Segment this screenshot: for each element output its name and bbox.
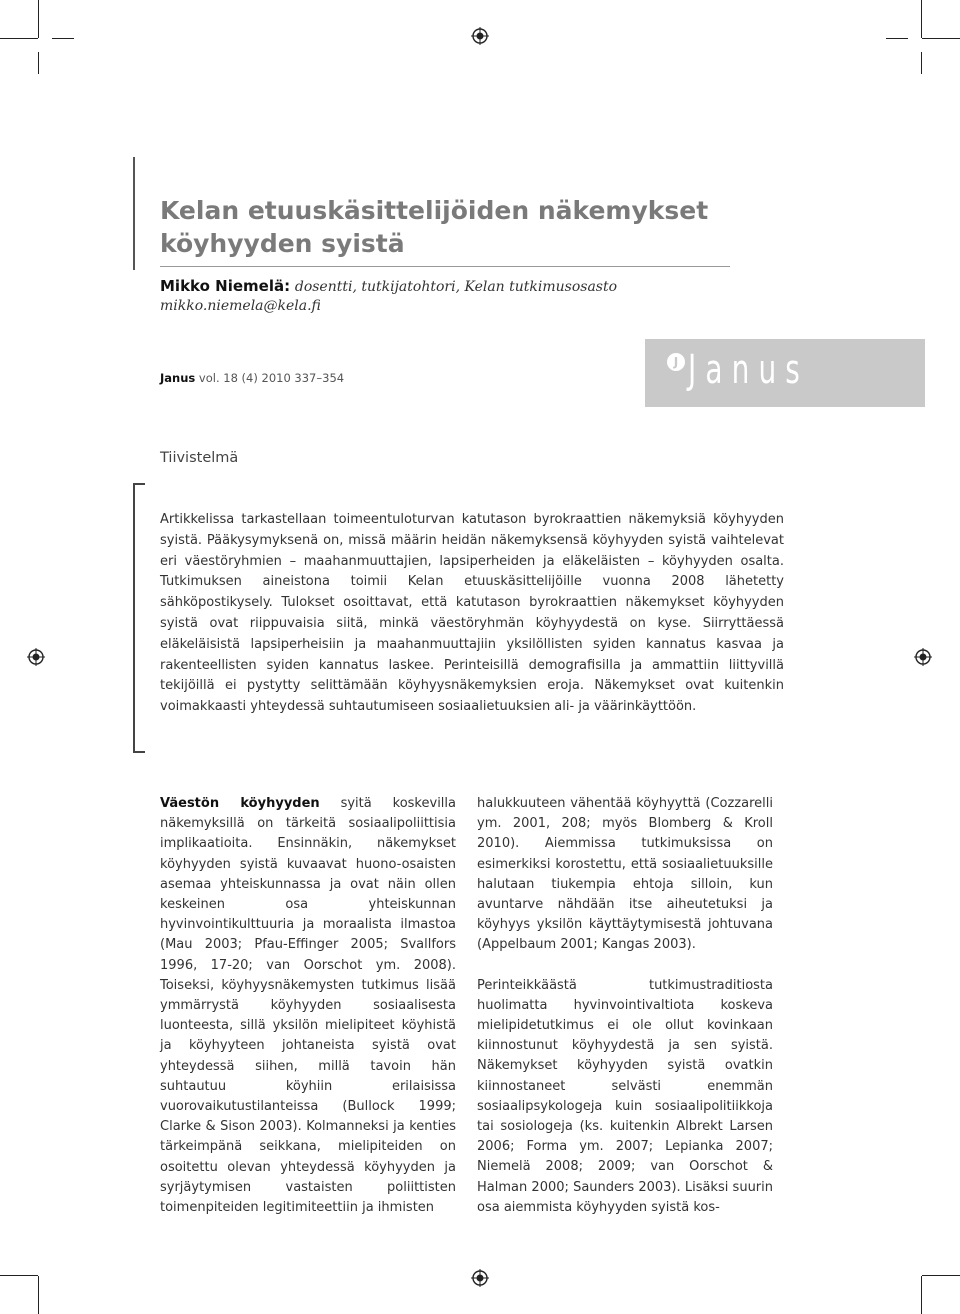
abstract-bracket-bottom	[133, 751, 145, 753]
body-paragraph	[160, 794, 456, 1218]
journal-name: Janus	[160, 371, 196, 385]
abstract-heading: Tiivistelmä	[160, 450, 239, 466]
janus-logo-badge-icon: J	[667, 353, 685, 371]
abstract-bracket-side	[133, 483, 135, 753]
journal-details: vol. 18 (4) 2010 337–354	[198, 371, 345, 385]
janus-logo	[645, 339, 925, 407]
crop-mark-top-right-v	[921, 0, 922, 38]
crop-mark-top-right-v2	[921, 52, 922, 74]
abstract-text: Artikkelissa tarkastellaan toimeentuloturvan katutason byrokraattien näkemyksiä köyhyyden syistä. Pääkysymyksenä on, missä määrin heidän näkemyksensä köyhyyden syistä vaihtelevat eri väestöryhmien – maahanmuuttajien, lapsiperheiden ja eläkeläisten – köyhyyden osalta. Tutkimuksen aineistona toimii Kelan etuuskäsittelijöille vuonna 2008 lähetetty sähköpostikysely. Tulokset osoittavat, että katutason byrokraattien näkemykset köyhyyden syistä ovat riippuvaisia siitä, minkä väestöryhmän köyhyydestä on kyse. Siirryttäessä eläkeläisistä lapsiperheisiin ja maahanmuuttajiin yksilöllisten syiden kannatus kasvaa ja rakenteellisten syiden kannatus laskee. Perinteisillä demografisilla ja ammattiin liittyvillä tekijöillä ei pystytty selittämään köyhyysnäkemyksien eroja. Näkemykset ovat kuitenkin voimakkaasti yhteydessä suhtautumiseen sosiaalietuuksien ali- ja väärinkäyttöön.	[160, 512, 784, 715]
crop-mark-top-left-v2	[38, 52, 39, 74]
registration-mark-left-icon	[27, 648, 45, 666]
author-affiliation: dosentti, tutkijatohtori, Kelan tutkimusosasto	[294, 279, 618, 295]
lead-in: Väestön köyhyyden	[160, 796, 320, 811]
author-email[interactable]: mikko.niemela@kela.fi	[160, 298, 321, 314]
author-line	[160, 276, 617, 297]
body-column-right	[477, 794, 773, 1238]
journal-citation	[160, 371, 344, 385]
title-side-rule	[133, 157, 135, 270]
author-name: Mikko Niemelä:	[160, 277, 291, 295]
crop-mark-top-right-h2	[886, 38, 908, 39]
crop-mark-top-right-h	[922, 38, 960, 39]
article-title: Kelan etuuskäsittelijöiden näkemykset köyhyyden syistä	[160, 196, 709, 258]
body-paragraph: halukkuuteen vähentää köyhyyttä (Cozzarelli ym. 2001, 208; myös Blomberg & Kroll 2010). Aiemmissa tutkimuksissa on esimerkiksi korostettu, että sosiaalietuuksille halutaan tiukempia ehtoja silloin, kun avuntarve nähdään itse aiheutetuksi ja köyhyys yksilön käyttäytymisestä johtuvana (Appelbaum 2001; Kangas 2003).	[477, 796, 773, 953]
crop-mark-bottom-right-v	[921, 1276, 922, 1314]
crop-mark-bottom-left-v	[38, 1276, 39, 1314]
body-text: syitä koskevilla näkemyksillä on tärkeitä sosiaalipoliittisia implikaatioita. Ensinnäkin, näkemykset köyhyyden syistä kuvaavat huono-osaisten asemaa yhteiskunnassa ja ovat näin ollen keskeinen osa yhteiskunnan hyvinvointikulttuuria ja moraalista ilmastoa (Mau 2003; Pfau-Effinger 2005; Svallfors 1996, 17-20; van Oorschot ym. 2008). Toiseksi, köyhyysnäkemysten tutkimus lisää ymmärrystä köyhyyden sosiaalisesta luonteesta, sillä yksilön mielipiteet köyhistä ja köyhyyteen johtaneista syistä ovat yhteydessä siihen, millä tavoin hän suhtautuu köyhiin erilaisissa vuorovaikutustilanteissa (Bullock 1999; Clarke & Sison 2003). Kolmanneksi ja kenties tärkeimpänä seikkana, mielipiteiden on osoitettu olevan yhteydessä köyhyyden ja syrjäytymisen vastaisten poliittisten toimenpiteiden legitimiteettiin ja ihmisten	[160, 796, 456, 1216]
registration-mark-bottom-icon	[471, 1269, 489, 1287]
body-column-left	[160, 794, 456, 1238]
janus-logo-text: Janus	[688, 347, 810, 393]
crop-mark-top-left-h2	[52, 38, 74, 39]
crop-mark-top-left-v	[38, 0, 39, 38]
title-divider	[160, 266, 730, 267]
registration-mark-top-icon	[471, 27, 489, 45]
body-paragraph: Perinteikkäästä tutkimustraditiosta huolimatta hyvinvointivaltiota koskeva mielipidetutkimus ei ole ollut kovinkaan kiinnostunut köyhyydestä ja sen syistä. Näkemykset köyhyyden syistä ovatkin kiinnostaneet selvästi enemmän sosiaalipsykologeja kuin sosiaalipolitiikkoja tai sosiologeja (ks. kuitenkin Albrekt Larsen 2006; Forma ym. 2007; Lepianka 2007; Niemelä 2008; 2009; van Oorschot & Halman 2000; Saunders 2003). Lisäksi suurin osa aiemmista köyhyyden syistä kos-	[477, 977, 773, 1215]
crop-mark-bottom-left-h	[0, 1275, 38, 1276]
crop-mark-bottom-right-h	[922, 1275, 960, 1276]
crop-mark-top-left-h	[0, 38, 38, 39]
registration-mark-right-icon	[914, 648, 932, 666]
